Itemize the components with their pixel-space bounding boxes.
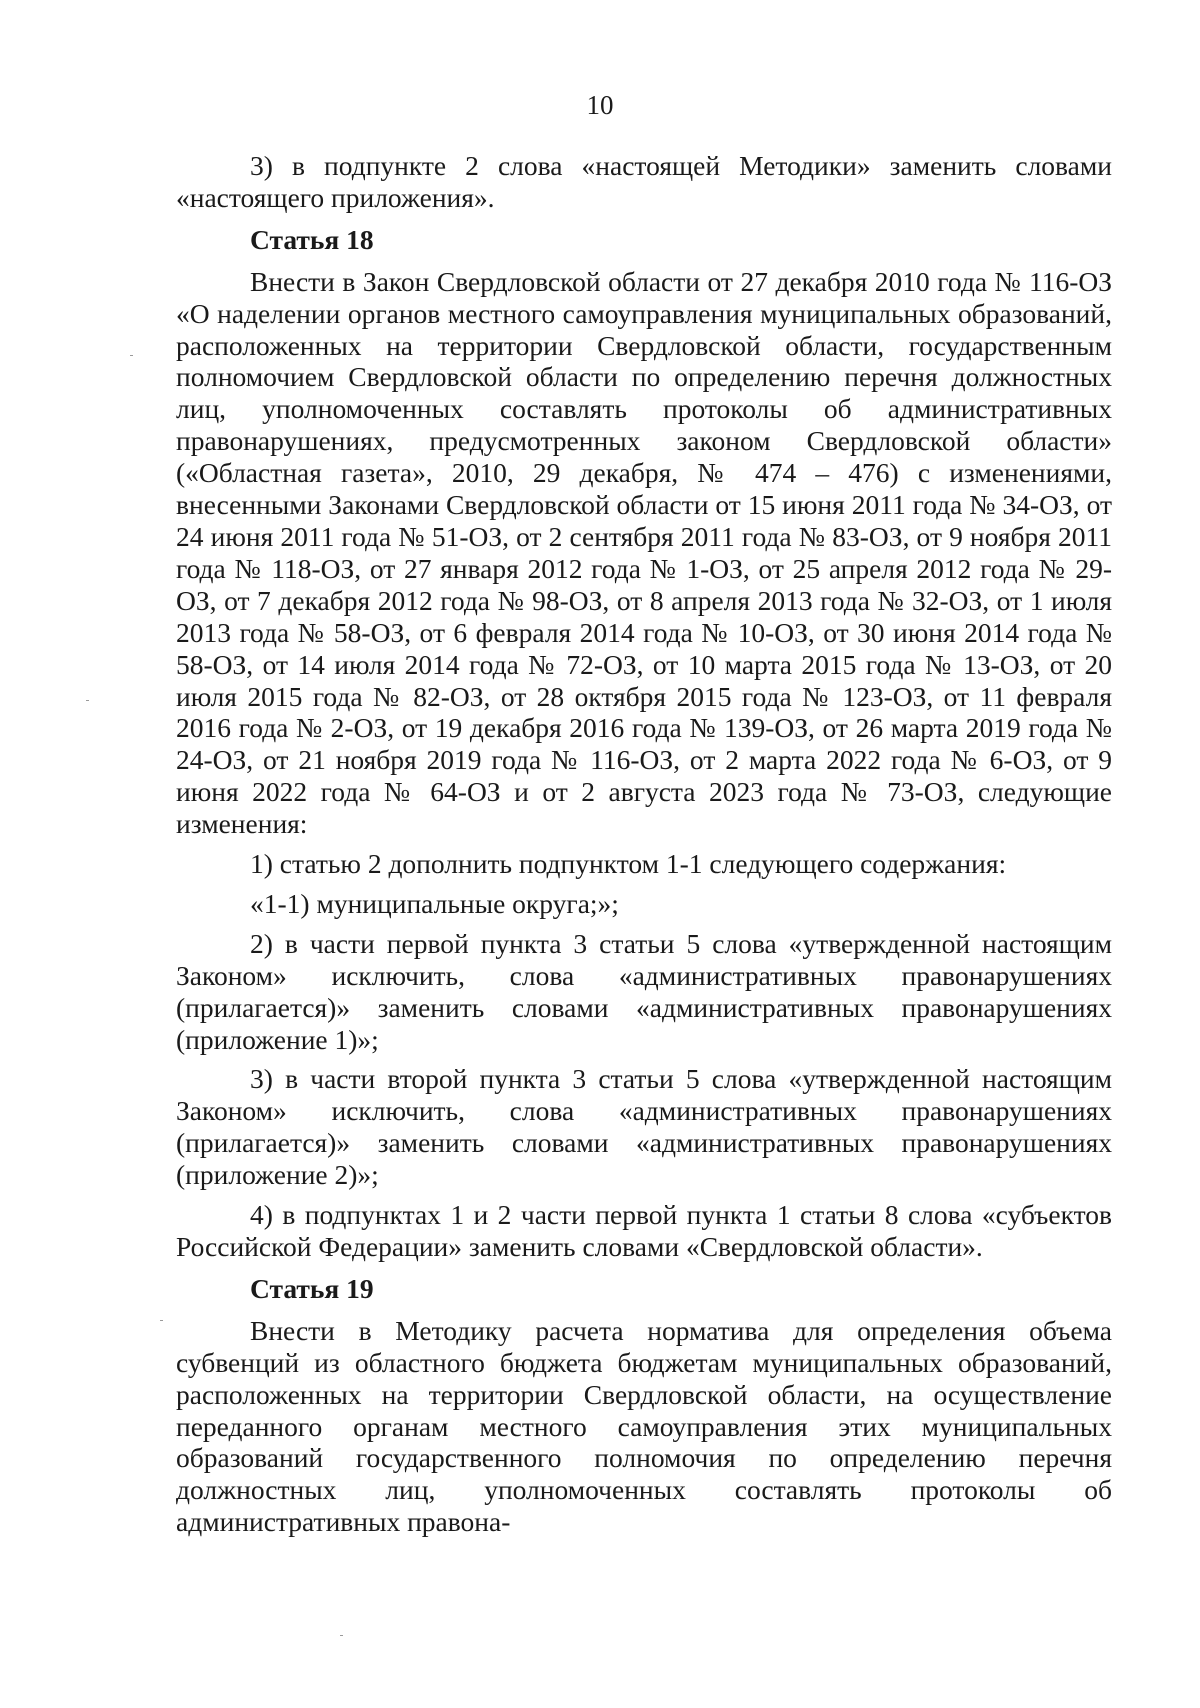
article-19-heading: Статья 19 — [250, 1272, 374, 1304]
page-number: 10 — [586, 90, 614, 120]
document-body — [176, 150, 1112, 1538]
article-18-heading: Статья 18 — [250, 223, 374, 255]
paragraph-quoted-subclause: «1-1) муниципальные округа;»; — [250, 887, 619, 919]
paragraph-amendment-3b: 3) в части второй пункта 3 статьи 5 слова «утвержденной настоящим Законом» исключить, слова «административных правонарушениях (прилагается)» заменить словами «административных правонарушениях (приложение 2)»; — [176, 1063, 1112, 1191]
scan-artifact — [86, 700, 89, 701]
scan-artifact — [160, 1320, 163, 1321]
paragraph-amendment-3: 3) в подпункте 2 слова «настоящей Методики» заменить словами «настоящего приложения». — [176, 150, 1112, 213]
paragraph-article-19-intro: Внести в Методику расчета норматива для определения объема субвенций из областного бюджета бюджетам муниципальных образований, расположенных на территории Свердловской области, на осуществление переданного органам местного самоуправления этих муниципальных образований государственного полномочия по определению перечня должностных лиц, уполномоченных составлять протоколы об административных правона- — [176, 1314, 1112, 1538]
paragraph-article-18-intro: Внести в Закон Свердловской области от 27 декабря 2010 года № 116-ОЗ «О наделении органов местного самоуправления муниципальных образований, расположенных на территории Свердловской области, государственным полномочием Свердловской области по определению перечня должностных лиц, уполномоченных составлять протоколы об административных правонарушениях, предусмотренных законом Свердловской области» («Областная газета», 2010, 29 декабря, № 474 – 476) с изменениями, внесенными Законами Свердловской области от 15 июня 2011 года № 34-ОЗ, от 24 июня 2011 года № 51-ОЗ, от 2 сентября 2011 года № 83-ОЗ, от 9 ноября 2011 года № 118-ОЗ, от 27 января 2012 года № 1-ОЗ, от 25 апреля 2012 года № 29-ОЗ, от 7 декабря 2012 года № 98-ОЗ, от 8 апреля 2013 года № 32-ОЗ, от 1 июля 2013 года № 58-ОЗ, от 6 февраля 2014 года № 10-ОЗ, от 30 июня 2014 года № 58-ОЗ, от 14 июля 2014 года № 72-ОЗ, от 10 марта 2015 года № 13-ОЗ, от 20 июля 2015 года № 82-ОЗ, от 28 октября 2015 года № 123-ОЗ, от 11 февраля 2016 года № 2-ОЗ, от 19 декабря 2016 года № 139-ОЗ, от 26 марта 2019 года № 24-ОЗ, от 21 ноября 2019 года № 116-ОЗ, от 2 марта 2022 года № 6-ОЗ, от 9 июня 2022 года № 64-ОЗ и от 2 августа 2023 года № 73-ОЗ, следующие изменения: — [176, 265, 1112, 840]
scan-artifact — [340, 1635, 343, 1636]
scan-artifact — [130, 355, 133, 356]
paragraph-amendment-1: 1) статью 2 дополнить подпунктом 1-1 следующего содержания: — [250, 848, 1007, 880]
paragraph-amendment-4: 4) в подпунктах 1 и 2 части первой пункта 1 статьи 8 слова «субъектов Российской Федерации» заменить словами «Свердловской области». — [176, 1199, 1112, 1262]
paragraph-amendment-2: 2) в части первой пункта 3 статьи 5 слова «утвержденной настоящим Законом» исключить, слова «административных правонарушениях (прилагается)» заменить словами «административных правонарушениях (приложение 1)»; — [176, 927, 1112, 1055]
